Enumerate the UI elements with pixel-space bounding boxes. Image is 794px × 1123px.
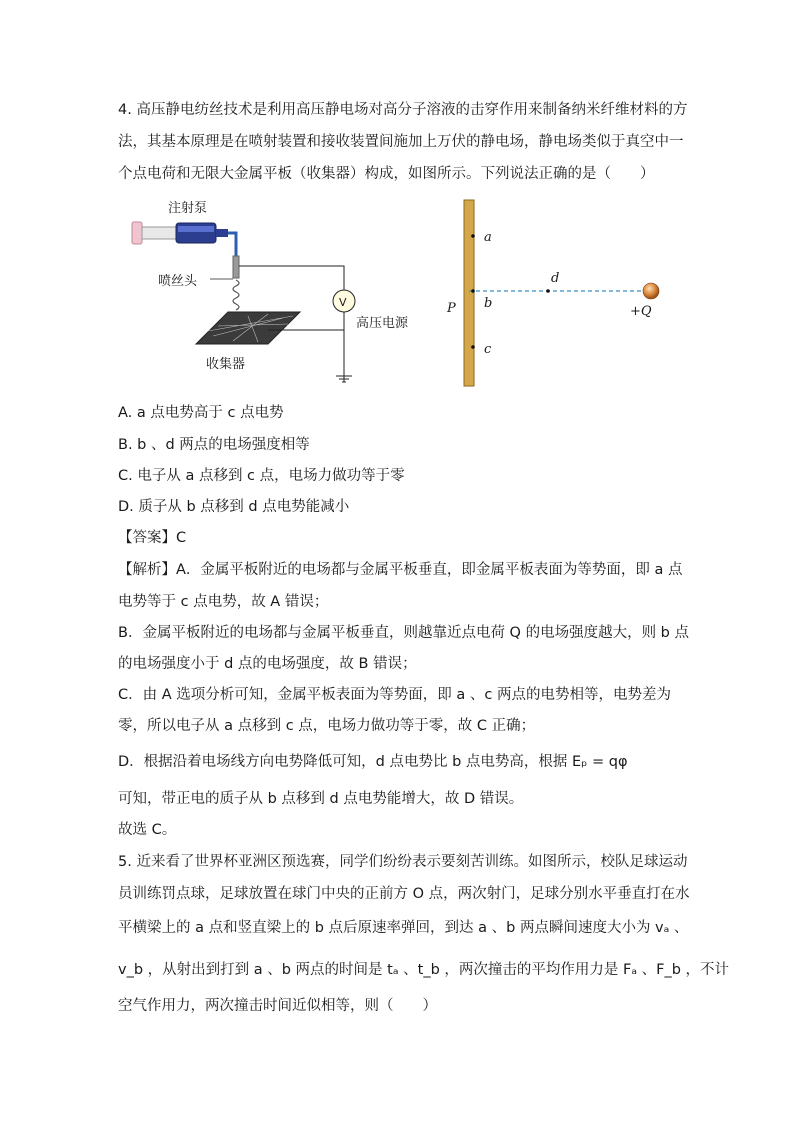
q4-answer: 【答案】C [118, 530, 187, 546]
jet-spiral-icon [233, 280, 239, 310]
q4-explanation-4: 的电场强度小于 d 点的电场强度，故 B 错误； [118, 656, 417, 672]
q5-stem-line-4: v_b ，从射出到打到 a 、b 两点的时间是 tₐ 、t_b ，两次撞击的平均作用力是 Fₐ 、F_b ，不计 [118, 962, 730, 978]
plate-charge-figure [440, 196, 670, 391]
nozzle-icon [233, 256, 239, 278]
q5-stem-line-5: 空气作用力，两次撞击时间近似相等，则（ ） [118, 998, 437, 1014]
point-charge-icon [643, 283, 659, 299]
label-a: a [484, 230, 492, 245]
syringe-pump-icon [132, 222, 228, 244]
q4-explanation-9: 故选 C。 [118, 822, 177, 838]
q4-explanation-8: 可知，带正电的质子从 b 点移到 d 点电势能增大，故 D 错误。 [118, 791, 524, 807]
point-c [471, 345, 475, 349]
label-syringe-pump: 注射泵 [168, 201, 208, 216]
q4-explanation-3: B．金属平板附近的电场都与金属平板垂直，则越靠近点电荷 Q 的电场强度越大，则 b 点 [118, 625, 689, 641]
q4-explanation-5: C．由 A 选项分析可知，金属平板表面为等势面，即 a 、c 两点的电势相等，电势差为 [118, 687, 671, 703]
q5-stem-line-2: 员训练罚点球，足球放置在球门中央的正前方 O 点，两次射门，足球分别水平垂直打在水 [118, 886, 690, 902]
q4-option-a: A. a 点电势高于 c 点电势 [118, 405, 284, 421]
label-voltmeter: V [339, 296, 347, 309]
label-power-supply: 高压电源 [356, 316, 409, 331]
point-a [471, 234, 475, 238]
label-nozzle: 喷丝头 [158, 274, 198, 289]
q4-explanation-6: 零，所以电子从 a 点移到 c 点，电场力做功等于零，故 C 正确； [118, 718, 536, 734]
q4-option-b: B. b 、d 两点的电场强度相等 [118, 437, 310, 453]
label-d: d [551, 271, 560, 286]
label-b: b [484, 296, 493, 311]
label-plate-p: P [447, 301, 456, 316]
q4-explanation-2: 电势等于 c 点电势，故 A 错误； [118, 594, 329, 610]
q5-stem-line-1: 5. 近来看了世界杯亚洲区预选赛，同学们纷纷表示要刻苦训练。如图所示，校队足球运动 [118, 854, 688, 870]
q4-stem-line-2: 法，其基本原理是在喷射装置和接收装置间施加上万伏的静电场，静电场类似于真空中一 [118, 134, 684, 150]
label-c: c [484, 342, 492, 357]
q4-stem-line-3: 个点电荷和无限大金属平板（收集器）构成，如图所示。下列说法正确的是（ ） [118, 166, 655, 182]
q5-stem-line-3: 平横梁上的 a 点和竖直梁上的 b 点后原速率弹回，到达 a 、b 两点瞬间速度大小为 vₐ 、 [118, 920, 689, 936]
q4-option-d: D. 质子从 b 点移到 d 点电势能减小 [118, 499, 350, 515]
q4-option-c: C. 电子从 a 点移到 c 点，电场力做功等于零 [118, 468, 405, 484]
point-b [471, 289, 475, 293]
q4-explanation-1: 【解析】A．金属平板附近的电场都与金属平板垂直，即金属平板表面为等势面，即 a 点 [118, 562, 683, 578]
q4-stem-line-1: 4. 高压静电纺丝技术是利用高压静电场对高分子溶液的击穿作用来制备纳米纤维材料的方 [118, 102, 688, 118]
label-charge-q: +Q [630, 304, 652, 319]
q4-explanation-7: D．根据沿着电场线方向电势降低可知，d 点电势比 b 点电势高，根据 Eₚ = qφ [118, 754, 628, 770]
point-d [546, 289, 550, 293]
metal-plate-icon [464, 200, 474, 386]
label-collector: 收集器 [206, 357, 246, 372]
